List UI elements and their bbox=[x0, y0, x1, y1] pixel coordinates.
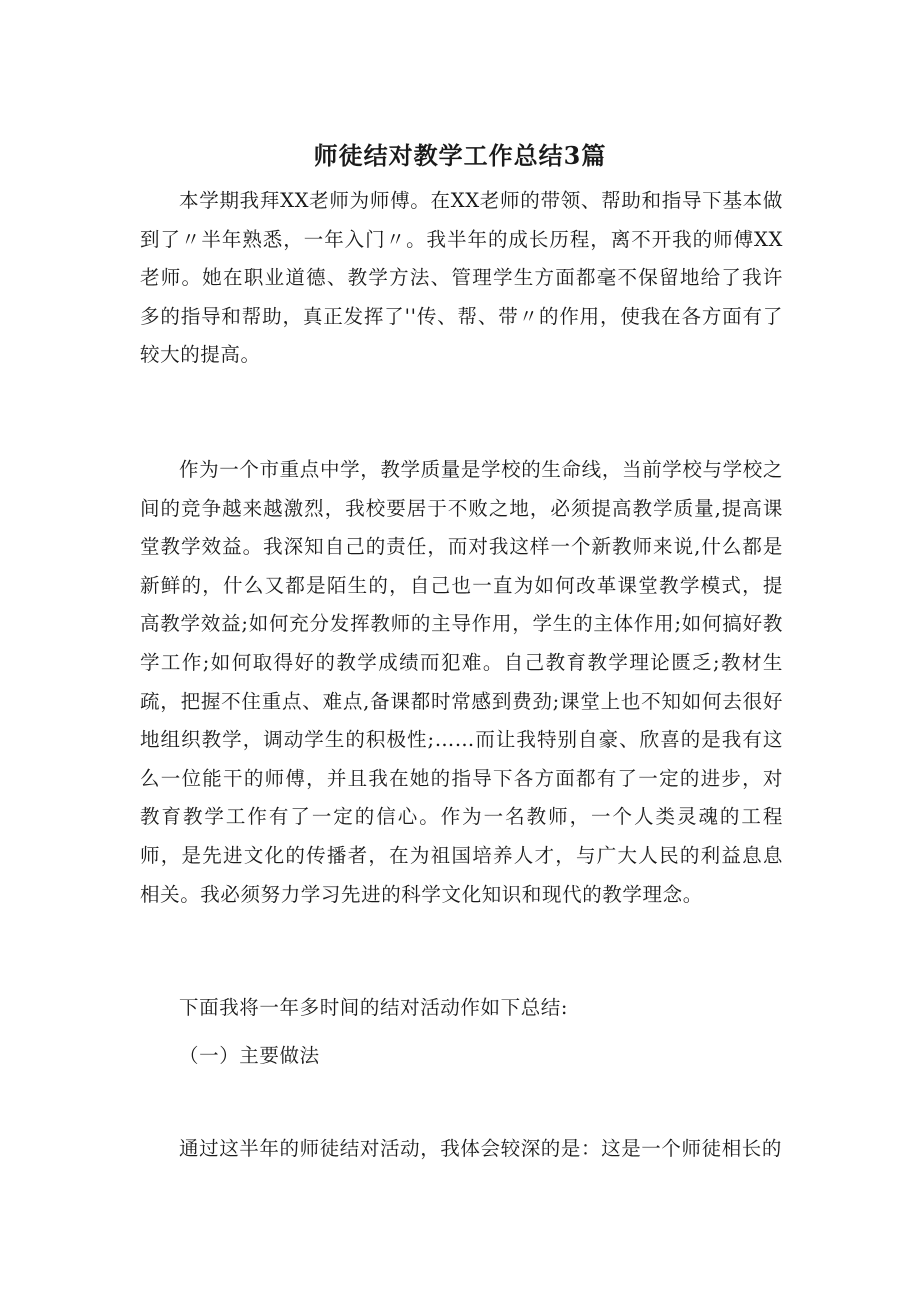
paragraph-intro: 本学期我拜XX老师为师傅。在XX老师的带领、帮助和指导下基本做到了〃半年熟悉，一年入门〃。我半年的成长历程，离不开我的师傅XX老师。她在职业道德、教学方法、管理学生方面都毫不保留地给了我许多的指导和帮助，真正发挥了''传、帮、带〃的作用，使我在各方面有了较大的提高。 bbox=[140, 189, 783, 367]
document-title: 师徒结对教学工作总结3篇 bbox=[313, 141, 607, 170]
paragraph-background: 作为一个市重点中学，教学质量是学校的生命线，当前学校与学校之间的竞争越来越激烈，我校要居于不败之地，必须提高教学质量,提高课堂教学效益。我深知自己的责任，而对我这样一个新教师来说,什么都是新鲜的，什么又都是陌生的，自己也一直为如何改革课堂教学模式，提高教学效益;如何充分发挥教师的主导作用，学生的主体作用;如何搞好教学工作;如何取得好的教学成绩而犯难。自己教育教学理论匮乏;教材生疏，把握不住重点、难点,备课都时常感到费劲;课堂上也不知如何去很好地组织教学，调动学生的积极性;……而让我特别自豪、欣喜的是我有这么一位能干的师傅，并且我在她的指导下各方面都有了一定的进步，对教育教学工作有了一定的信心。作为一名教师，一个人类灵魂的工程师，是先进文化的传播者，在为祖国培养人才，与广大人民的利益息息相关。我必须努力学习先进的科学文化知识和现代的教学理念。 bbox=[140, 458, 783, 906]
paragraph-experience: 通过这半年的师徒结对活动，我体会较深的是：这是一个师徒相长的 bbox=[179, 1137, 783, 1160]
section-heading-main-practices: （一）主要做法 bbox=[179, 1044, 320, 1067]
paragraph-summary-lead: 下面我将一年多时间的结对活动作如下总结: bbox=[179, 996, 569, 1019]
